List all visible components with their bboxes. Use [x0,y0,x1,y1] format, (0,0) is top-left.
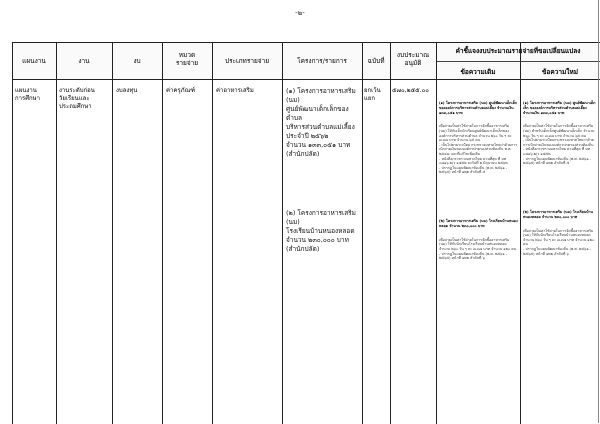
budget-change-table [12,42,600,424]
header-project: โครงการ/รายการ [297,57,347,65]
new-text-title: (๑) โครงการอาหารเสริม (นม) ศูนย์พัฒนาเด็กเล็ก ขององค์การบริหารส่วนตำบลแม่เลี้ยง จำนวนเงิน ๑๓๓,๐๕๑ บาท [523,101,596,115]
cell-plan: แผนงาน การศึกษา [15,87,40,102]
old-text-body: เพื่อจ่ายเป็นค่าใช้จ่ายในการจัดซื้ออาหารเสริม (นม) ให้กับเด็กนักเรียนศูนย์พัฒนาเด็กเล็กขององค์การบริหารส่วนตำบล จำนวน ๒๖๐ วัน ๆ ละ ๗.๓๗ บาท จำนวน ๖๕ คน - เป็นไปตามระเบียบ กระทรวงมหาดไทยว่าด้วยการเบิกจ่ายเงินขององค์กรปกครองส่วนท้องถิ่น พ.ศ. ๒๕๔๗ และที่แก้ไขเพิ่มเติม - หนังสือกระทรวงมหาดไทย ด่วนที่สุด ที่ มท ๐๘๑๖.๒/ว ๑๕๕๒ ลงวันที่ ๒ มิถุนายน ๒๕๖๒ - ปรากฏในแผนพัฒนาท้องถิ่น (พ.ศ. ๒๕๖๑ - ๒๕๖๕) หน้าที่ ๑๒๒ ลำดับที่ ๕ [439,124,518,175]
new-text-column [523,83,598,421]
table-header [12,43,600,80]
new-text-item-1 [523,92,598,175]
cell-expense-type: ค่าอาหารเสริม [216,87,254,94]
new-text-body: เพื่อจ่ายเป็นค่าใช้จ่ายในการจัดซื้ออาหารเสริม (นม) สำหรับเด็กเล็กศูนย์พัฒนาเด็กเล็ก จำนวน ๒๖๐ วัน ๆ ละ ๗.๓๗ บาท จำนวน ๖๕ คน - เป็นไปตามระเบียบกระทรวงมหาดไทยว่าด้วยการเบิกจ่ายเงินขององค์กรปกครองส่วนท้องถิ่น - หนังสือกระทรวงมหาดไทย ด่วนที่สุด ที่ มท ๐๘๑๖.๒/ว ๑๕๕๒ - ปรากฏในแผนพัฒนาท้องถิ่น (พ.ศ. ๒๕๖๑ - ๒๕๖๕) หน้าที่ ๑๒๒ ลำดับที่ ๕ [523,124,595,166]
header-old-text: ข้อความเดิม [460,68,496,76]
cell-category: ค่าครุภัณฑ์ [166,87,196,94]
project-item-2: (๒) โครงการอาหารเสริม (นม) โรงเรียนบ้านหนองหลอด จำนวน ๒๓๐,๐๐๐ บาท (สำนักปลัด) [286,209,356,253]
new-text-title: (๒) โครงการอาหารเสริม (นม) โรงเรียนบ้านหนองหลอด จำนวน ๒๓๐,๐๐๐ บาท [523,210,593,219]
header-work: งาน [78,57,90,65]
header-change-group: คำชี้แจงงบประมาณรายจ่ายที่ขอเปลี่ยนแปลง [455,47,581,55]
cell-page-ref: ยกเว้น แยก [364,87,381,102]
header-page-ref: ฉบับที่ [367,57,385,65]
project-item-1: (๑) โครงการอาหารเสริม (นม) ศูนย์พัฒนาเด็กเล็กของตำบล บริหารส่วนตำบลแม่เลี้ยง ประจำปี ๒๕๖๒ จำนวน ๑๓๓,๐๕๑ บาท (สำนักปลัด) [286,87,356,158]
header-budget-type: งบ [133,57,141,65]
page-edge-divider [598,0,599,423]
page-number: -๒- [295,9,305,17]
cell-budget-type: งบลงทุน [116,87,138,94]
old-text-column [439,83,518,421]
old-text-item-2 [439,210,518,270]
header-plan: แผนงาน [22,57,46,65]
old-text-title: (๒) โครงการอาหารเสริม (นม) โรงเรียนบ้านหนองหลอด จำนวน ๒๓๐,๐๐๐ บาท [439,219,518,229]
old-text-item-1 [439,92,518,184]
header-expense-type: ประเภทรายจ่าย [224,57,270,65]
header-category: หมวด รายจ่าย [175,51,199,67]
new-text-item-2 [523,201,598,265]
header-approved-budget: งบประมาณ อนุมัติ [396,51,430,67]
cell-work: งานระดับก่อน วัยเรียนและ ประถมศึกษา [59,87,95,110]
old-text-title: (๑) โครงการอาหารเสริม (นม) ศูนย์พัฒนาเด็กเล็ก ขององค์การบริหารส่วนตำบลแม่เลี้ยง จำนวนเงิน ๑๓๓,๐๕๑ บาท [439,101,519,115]
old-text-body: เพื่อจ่ายเป็นค่าใช้จ่ายในการจัดซื้ออาหารเสริม (นม) ให้กับนักเรียนโรงเรียนบ้านหนองหลอด จำนวน ๒๖๐ วัน ๆ ละ ๗.๓๗ บาท จำนวน ๑๒๐ คน - ปรากฏในแผนพัฒนาท้องถิ่น (พ.ศ. ๒๕๖๑ - ๒๕๖๕) หน้าที่ ๑๒๒ ลำดับที่ ๖ [439,237,517,261]
header-new-text: ข้อความใหม่ [541,68,579,76]
new-text-body: เพื่อจ่ายเป็นค่าใช้จ่ายในการจัดซื้ออาหารเสริม (นม) ให้กับนักเรียนโรงเรียนบ้านหนองหลอด จำนวน ๒๖๐ วัน ๆ ละ ๗.๓๗ บาท จำนวน ๑๒๐ คน - ปรากฏในแผนพัฒนาท้องถิ่น (พ.ศ. ๒๕๖๑ - ๒๕๖๕) หน้าที่ ๑๒๒ ลำดับที่ ๖ [523,228,595,256]
cell-approved-budget: ๕๗๐,๒๕๕.๐๐ [392,87,429,94]
